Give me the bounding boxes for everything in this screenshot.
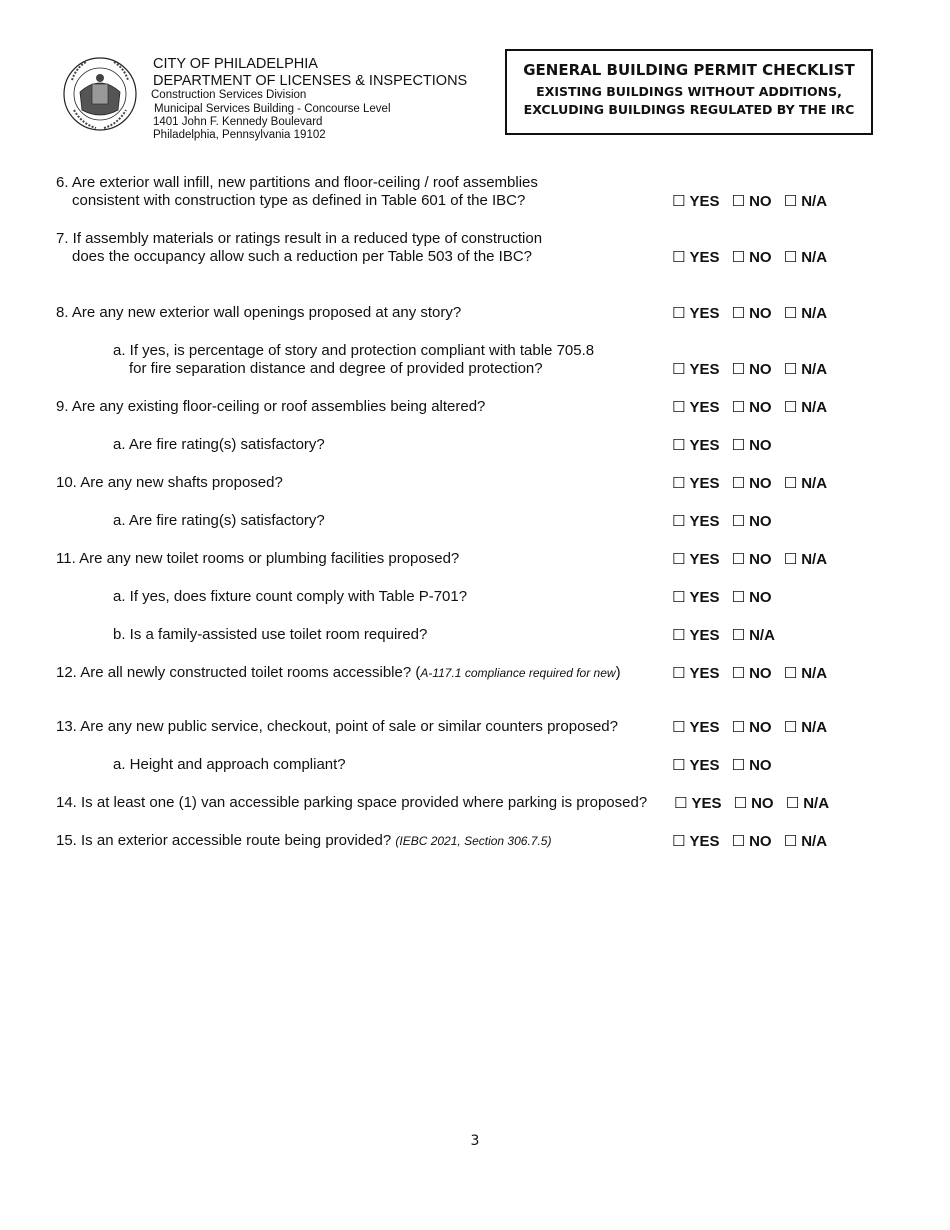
question-text: for fire separation distance and degree of provided protection? bbox=[129, 360, 543, 377]
yes-checkbox[interactable]: ☐ YES bbox=[672, 513, 720, 530]
na-checkbox[interactable]: ☐ N/A bbox=[783, 551, 828, 568]
question-text: 6. Are exterior wall infill, new partitions and floor-ceiling / roof assemblies bbox=[56, 174, 538, 191]
no-checkbox[interactable]: ☐ NO bbox=[731, 305, 772, 322]
options-q15 bbox=[672, 832, 835, 850]
question-7 bbox=[56, 230, 542, 266]
question-8a bbox=[113, 342, 594, 378]
question-text: 8. Are any new exterior wall openings proposed at any story? bbox=[56, 304, 462, 321]
no-checkbox[interactable]: ☐ NO bbox=[731, 437, 772, 454]
question-text: does the occupancy allow such a reduction per Table 503 of the IBC? bbox=[72, 248, 533, 265]
question-12 bbox=[56, 664, 621, 682]
question-6 bbox=[56, 174, 538, 210]
na-checkbox[interactable]: ☐ N/A bbox=[783, 399, 828, 416]
na-checkbox[interactable]: ☐ N/A bbox=[785, 795, 830, 812]
options-q11 bbox=[672, 550, 835, 568]
options-q11a bbox=[672, 588, 780, 606]
header-city: CITY OF PHILADELPHIA bbox=[153, 56, 318, 72]
question-text: a. If yes, does fixture count comply with Table P-701? bbox=[113, 588, 468, 605]
city-seal-logo bbox=[62, 54, 138, 134]
header-city-state: Philadelphia, Pennsylvania 19102 bbox=[153, 129, 326, 141]
no-checkbox[interactable]: ☐ NO bbox=[731, 833, 772, 850]
yes-checkbox[interactable]: ☐ YES bbox=[672, 249, 720, 266]
header-street: 1401 John F. Kennedy Boulevard bbox=[153, 115, 323, 128]
question-text: a. Height and approach compliant? bbox=[113, 756, 346, 773]
no-checkbox[interactable]: ☐ NO bbox=[731, 719, 772, 736]
question-text: 14. Is at least one (1) van accessible parking space provided where parking is proposed? bbox=[56, 794, 648, 811]
question-11b bbox=[113, 626, 427, 644]
department-header bbox=[153, 56, 467, 142]
question-text: 13. Are any new public service, checkout, point of sale or similar counters proposed? bbox=[56, 718, 618, 735]
options-q10a bbox=[672, 512, 780, 530]
na-checkbox[interactable]: ☐ N/A bbox=[783, 833, 828, 850]
no-checkbox[interactable]: ☐ NO bbox=[731, 757, 772, 774]
yes-checkbox[interactable]: ☐ YES bbox=[672, 361, 720, 378]
options-q9 bbox=[672, 398, 835, 416]
na-checkbox[interactable]: ☐ N/A bbox=[731, 627, 775, 644]
question-text: 10. Are any new shafts proposed? bbox=[56, 474, 283, 491]
question-11 bbox=[56, 550, 459, 568]
question-text: 7. If assembly materials or ratings result in a reduced type of construction bbox=[56, 230, 543, 247]
page-number: 3 bbox=[470, 1133, 480, 1149]
yes-checkbox[interactable]: ☐ YES bbox=[672, 551, 720, 568]
yes-checkbox[interactable]: ☐ YES bbox=[672, 475, 720, 492]
yes-checkbox[interactable]: ☐ YES bbox=[672, 665, 720, 682]
question-8 bbox=[56, 304, 461, 322]
header-department: DEPARTMENT OF LICENSES & INSPECTIONS bbox=[153, 72, 468, 89]
options-q14 bbox=[674, 794, 837, 812]
options-q13a bbox=[672, 756, 780, 774]
checklist-subtitle-1: EXISTING BUILDINGS WITHOUT ADDITIONS, bbox=[536, 84, 842, 99]
question-11a bbox=[113, 588, 467, 606]
options-q10 bbox=[672, 474, 835, 492]
question-note: A-117.1 compliance required for new bbox=[420, 666, 616, 680]
question-14 bbox=[56, 794, 647, 812]
options-q9a bbox=[672, 436, 780, 454]
yes-checkbox[interactable]: ☐ YES bbox=[672, 305, 720, 322]
no-checkbox[interactable]: ☐ NO bbox=[733, 795, 774, 812]
na-checkbox[interactable]: ☐ N/A bbox=[783, 475, 828, 492]
no-checkbox[interactable]: ☐ NO bbox=[731, 513, 772, 530]
question-text: a. If yes, is percentage of story and protection compliant with table 705.8 bbox=[113, 342, 595, 359]
yes-checkbox[interactable]: ☐ YES bbox=[672, 589, 720, 606]
options-q8a bbox=[672, 360, 835, 378]
question-text: 15. Is an exterior accessible route being provided? bbox=[56, 832, 392, 849]
no-checkbox[interactable]: ☐ NO bbox=[731, 249, 772, 266]
no-checkbox[interactable]: ☐ NO bbox=[731, 361, 772, 378]
options-q7 bbox=[672, 248, 835, 266]
header-division: Construction Services Division bbox=[151, 89, 307, 102]
question-text: 11. Are any new toilet rooms or plumbing facilities proposed? bbox=[56, 550, 460, 567]
checklist-title-box bbox=[505, 49, 873, 135]
checklist-subtitle-2: EXCLUDING BUILDINGS REGULATED BY THE IRC bbox=[523, 102, 855, 118]
question-13 bbox=[56, 718, 618, 736]
question-9a bbox=[113, 436, 325, 454]
header-building: Municipal Services Building - Concourse Level bbox=[154, 102, 391, 115]
yes-checkbox[interactable]: ☐ YES bbox=[672, 399, 720, 416]
question-9 bbox=[56, 398, 485, 416]
question-10a bbox=[113, 512, 325, 530]
question-text: a. Are fire rating(s) satisfactory? bbox=[113, 436, 325, 453]
question-10 bbox=[56, 474, 283, 492]
no-checkbox[interactable]: ☐ NO bbox=[731, 551, 772, 568]
no-checkbox[interactable]: ☐ NO bbox=[731, 475, 772, 492]
question-text: 12. Are all newly constructed toilet rooms accessible? ( bbox=[56, 664, 421, 681]
question-note: (IEBC 2021, Section 306.7.5) bbox=[395, 834, 552, 848]
na-checkbox[interactable]: ☐ N/A bbox=[783, 193, 828, 210]
checklist-title: GENERAL BUILDING PERMIT CHECKLIST bbox=[523, 61, 855, 79]
yes-checkbox[interactable]: ☐ YES bbox=[672, 757, 720, 774]
na-checkbox[interactable]: ☐ N/A bbox=[783, 665, 828, 682]
na-checkbox[interactable]: ☐ N/A bbox=[783, 305, 828, 322]
question-text: b. Is a family-assisted use toilet room required? bbox=[113, 626, 428, 643]
options-q8 bbox=[672, 304, 835, 322]
question-text: consistent with construction type as defined in Table 601 of the IBC? bbox=[72, 192, 526, 209]
no-checkbox[interactable]: ☐ NO bbox=[731, 665, 772, 682]
options-q13 bbox=[672, 718, 835, 736]
question-13a bbox=[113, 756, 346, 774]
question-text-end: ) bbox=[615, 664, 621, 681]
yes-checkbox[interactable]: ☐ YES bbox=[672, 719, 720, 736]
question-15 bbox=[56, 832, 551, 850]
na-checkbox[interactable]: ☐ N/A bbox=[783, 719, 828, 736]
no-checkbox[interactable]: ☐ NO bbox=[731, 589, 772, 606]
yes-checkbox[interactable]: ☐ YES bbox=[672, 627, 720, 644]
options-q6 bbox=[672, 192, 835, 210]
yes-checkbox[interactable]: ☐ YES bbox=[672, 437, 720, 454]
options-q12 bbox=[672, 664, 835, 682]
na-checkbox[interactable]: ☐ N/A bbox=[783, 361, 828, 378]
yes-checkbox[interactable]: ☐ YES bbox=[672, 833, 720, 850]
na-checkbox[interactable]: ☐ N/A bbox=[783, 249, 828, 266]
no-checkbox[interactable]: ☐ NO bbox=[731, 399, 772, 416]
yes-checkbox[interactable]: ☐ YES bbox=[674, 795, 722, 812]
question-text: 9. Are any existing floor-ceiling or roof assemblies being altered? bbox=[56, 398, 486, 415]
no-checkbox[interactable]: ☐ NO bbox=[731, 193, 772, 210]
yes-checkbox[interactable]: ☐ YES bbox=[672, 193, 720, 210]
options-q11b bbox=[672, 626, 783, 644]
question-text: a. Are fire rating(s) satisfactory? bbox=[113, 512, 325, 529]
